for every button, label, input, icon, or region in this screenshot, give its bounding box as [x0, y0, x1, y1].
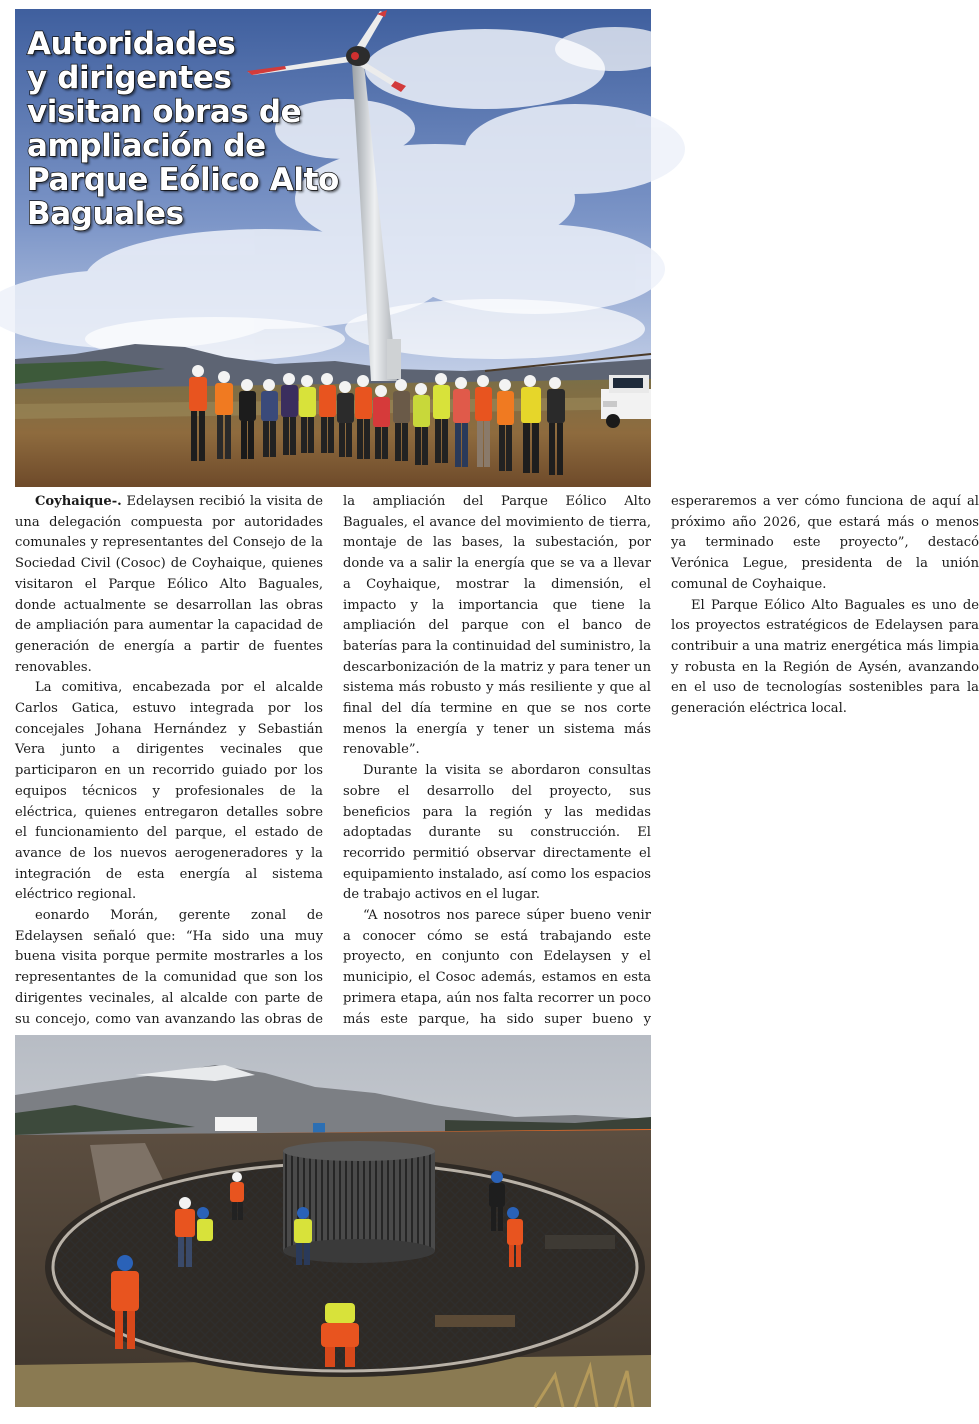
headline-line: Autoridades [27, 26, 236, 62]
headline-line: Parque Eólico Alto [27, 162, 339, 198]
headline-line: Baguales [27, 196, 184, 232]
paragraph-text: Edelaysen recibió la visita de una delegación compuesta por autoridades comunales y representantes del Consejo de la Sociedad Civil (Cosoc) de Coyhaique, quienes visitaron el Parque Eólico Alto Baguales, donde actualmente se desarrollan las obras de ampliación para aumentar la capacidad de generación de energía a partir de fuentes renovables. [15, 494, 323, 675]
hero-photo [15, 9, 651, 487]
construction-site-photo [15, 1035, 651, 1407]
article-paragraph [15, 492, 323, 678]
headline-line: ampliación de [27, 128, 266, 164]
article-paragraph: El Parque Eólico Alto Baguales es uno de los proyectos estratégicos de Edelaysen para contribuir a una matriz energética más limpia y robusta en la Región de Aysén, avanzando en el uso de tecnologías sostenibles para la generación eléctrica local. [671, 597, 979, 717]
turbine-foundation-photo [15, 1035, 651, 1407]
headline-line: visitan obras de [27, 94, 302, 130]
article-paragraph: La comitiva, encabezada por el alcalde Carlos Gatica, estuvo integrada por los concejales Johana Hernández y Sebastián Vera junto a dirigentes vecinales que participaron en un recorrido guiado por los equipos técnicos y profesionales de la eléctrica, quienes entregaron detalles sobre el funcionamiento del parque, el estado de avance de los nuevos aerogeneradores y la integración de esta energía al sistema eléctrico regional. [15, 680, 323, 903]
article-paragraph: eonardo Morán, gerente zonal de Edelaysen señaló que: “Ha sido una muy buena visita porque permite mostrarles a los representantes de la comunidad que son los dirigentes vecinales, al alcalde con parte de su concejo, como van avanzando las obras de la ampliación del Parque Eólico Alto Baguales, el avance del movimiento de tierra, montaje de las bases, la subestación, por donde va a salir la energía que se va a llevar a Coyhaique, mostrar la dimensión, el impacto y la importancia que tiene la ampliación del parque con el banco de baterías para la continuidad del suministro, la descarbonización de la matriz y para tener un sistema más robusto y más resiliente y que al final del día termine en que se nos corte menos la energía y tener un sistema más renovable”. [15, 494, 651, 1027]
article-body [15, 492, 979, 1032]
article-paragraph: “A nosotros nos parece súper bueno venir a conocer cómo se está trabajando este proyecto, en conjunto con Edelaysen y el municipio, el Cosoc además, estamos en esta primera etapa, aún nos falta recorrer un poco más este parque, ha sido super bueno y esperaremos a ver cómo funciona de aquí al próximo año 2026, que estará más o menos ya terminado este proyecto”, destacó Verónica Legue, presidenta de la unión comunal de Coyhaique. [343, 494, 979, 1027]
headline [27, 27, 357, 231]
dateline: Coyhaique-. [35, 494, 122, 509]
article-paragraph: Durante la visita se abordaron consultas sobre el desarrollo del proyecto, sus beneficios para la región y las medidas adoptadas durante su construcción. El recorrido permitió observar directamente el equipamiento instalado, así como los espacios de trabajo activos en el lugar. [343, 763, 651, 903]
headline-line: y dirigentes [27, 60, 232, 96]
